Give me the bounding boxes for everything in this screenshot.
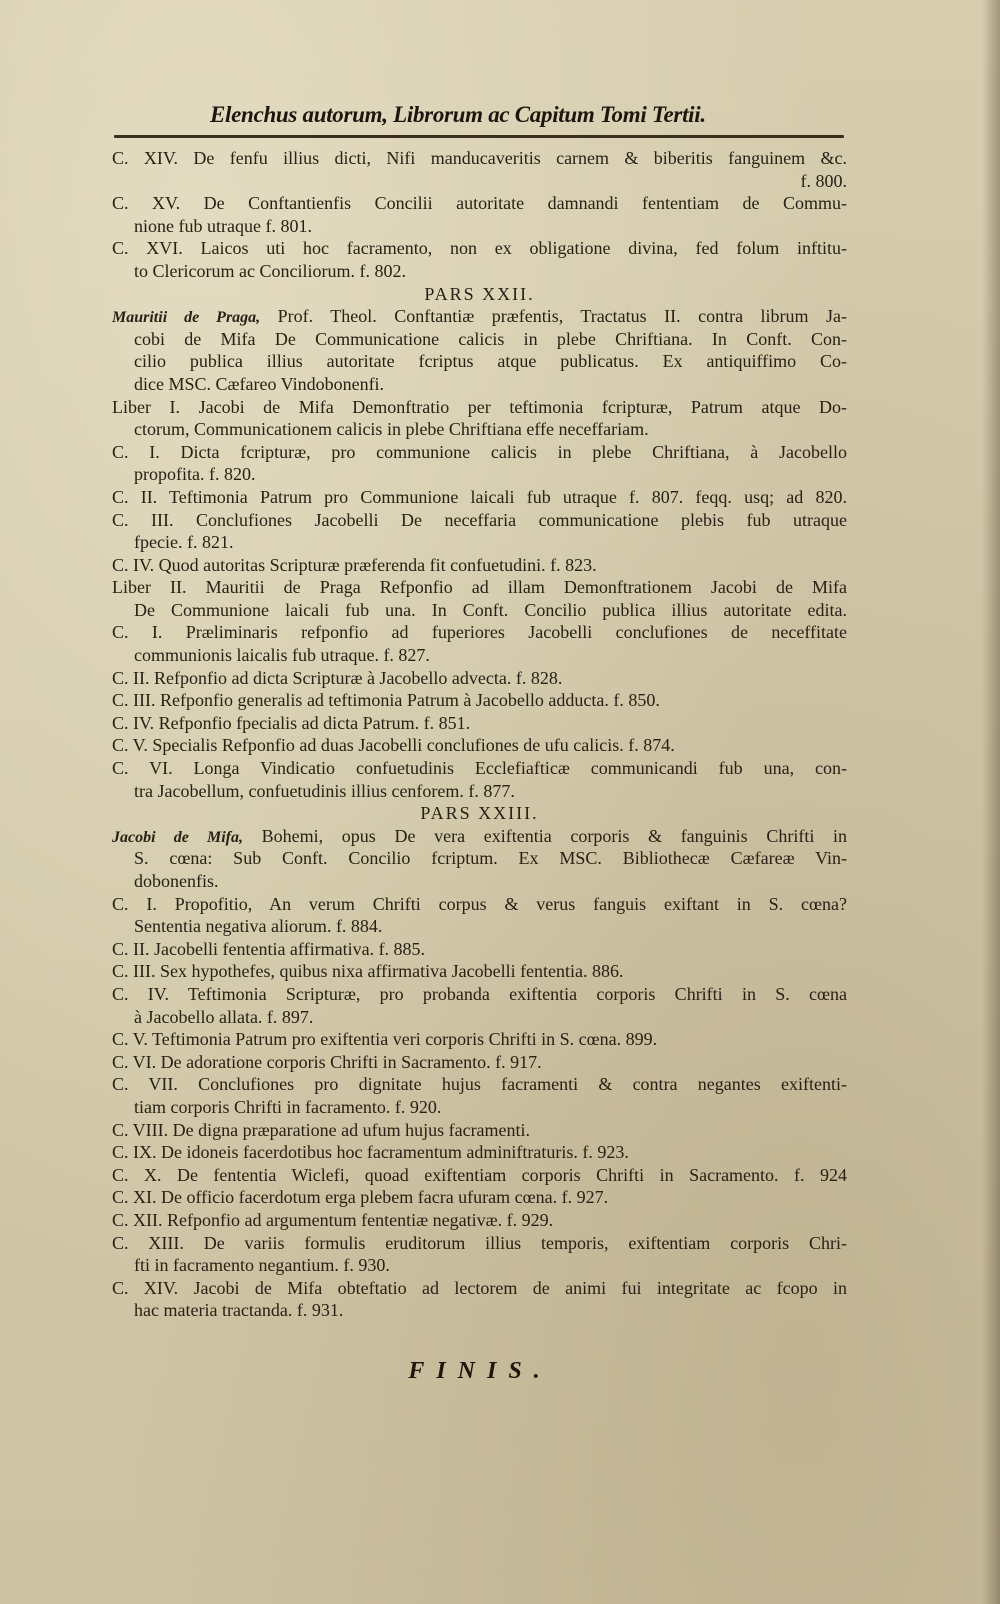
line-text: hac materia tractanda. f. 931. [134,1300,344,1321]
index-line [112,576,847,599]
index-line [112,734,847,757]
index-line [112,215,847,238]
index-line [112,644,847,667]
line-text: tra Jacobellum, confuetudinis illius cenforem. f. 877. [134,780,515,801]
line-text: Liber II. Mauritii de Praga Refponfio ad illam Demonftrationem Jacobi de Mifa [112,577,847,598]
index-line [112,486,847,509]
line-text: C. X. De fententia Wiclefi, quoad exiftentiam corporis Chrifti in Sacramento. f. 924 [112,1164,847,1185]
index-line [112,1232,847,1255]
index-line [112,373,847,396]
line-text: C. XVI. Laicos uti hoc facramento, non ex obligatione divina, fed folum inftitu- [112,238,847,259]
index-line [112,1073,847,1096]
line-text: C. I. Præliminaris refponfio ad fuperiores Jacobelli conclufiones de neceffitate [112,622,847,643]
section-heading [112,283,847,306]
author-name: Mauritii de Praga, [112,309,261,327]
line-text: C. V. Teftimonia Patrum pro exiftentia veri corporis Chrifti in S. cœna. 899. [112,1029,658,1050]
line-text: C. XI. De officio facerdotum erga plebem facra ufuram cœna. f. 927. [112,1187,609,1208]
line-text: dobonenfis. [134,871,219,891]
index-line [112,667,847,690]
index-line [112,328,847,351]
line-text: C. XII. Refponfio ad argumentum fententiæ negativæ. f. 929. [112,1209,554,1230]
line-text: C. XIV. De fenfu illius dicti, Nifi manducaveritis carnem & biberitis fanguinem &c. [112,148,847,168]
page-edge-shadow [982,0,1000,1604]
line-text: C. II. Refponfio ad dicta Scripturæ à Jacobello advecta. f. 828. [112,667,563,688]
line-text: PARS XXIII. [420,803,539,824]
index-line [112,554,847,577]
index-line [112,938,847,961]
index-line [112,1028,847,1051]
running-header: Elenchus autorum, Librorum ac Capitum Tomi Tertii. [210,102,706,127]
line-text: Sententia negativa aliorum. f. 884. [134,916,383,937]
index-line [112,1209,847,1232]
line-text: De Communione laicali fub una. In Conft. Concilio publica illius autoritate edita. [134,599,847,620]
index-line [112,1119,847,1142]
line-text: C. IV. Teftimonia Scripturæ, pro probanda exiftentia corporis Chrifti in S. cœna [112,983,847,1004]
line-text: PARS XXII. [424,283,535,304]
line-text: C. VI. De adoratione corporis Chrifti in Sacramento. f. 917. [112,1051,542,1072]
line-text: C. XIII. De variis formulis eruditorum illius temporis, exiftentiam corporis Chri- [112,1232,847,1253]
index-line [112,757,847,780]
index-line [112,712,847,735]
index-line [112,599,847,622]
index-line [112,915,847,938]
index-line [112,509,847,532]
line-text: C. III. Sex hypothefes, quibus nixa affirmativa Jacobelli fententia. 886. [112,961,624,982]
index-line [112,1096,847,1119]
index-line [112,396,847,419]
header-rule [114,135,844,138]
line-text: C. XV. De Conftantienfis Concilii autoritate damnandi fententiam de Commu- [112,193,847,214]
index-line [112,350,847,373]
author-name: Jacobi de Mifa, [112,828,243,846]
line-text: C. I. Dicta fcripturæ, pro communione calicis in plebe Chriftiana, à Jacobello [112,441,847,462]
line-text: cilio publica illius autoritate fcriptus atque publicatus. Ex antiquiffimo Co- [134,351,847,372]
index-line [112,1186,847,1209]
index-line [112,192,847,215]
line-text: fpecie. f. 821. [134,532,234,553]
line-text: C. VIII. De digna præparatione ad ufum hujus facramenti. [112,1119,531,1140]
index-line [112,1277,847,1300]
line-text: à Jacobello allata. f. 897. [134,1006,314,1027]
line-text: Prof. Theol. Conftantiæ præfentis, Tractatus II. contra librum Ja- [260,306,847,327]
index-line [112,1299,847,1322]
index-line [112,870,847,893]
line-text: C. III. Conclufiones Jacobelli De neceffaria communicatione plebis fub utraque [112,509,847,530]
index-line [112,960,847,983]
index-text [112,147,847,1322]
line-text: Bohemi, opus De vera exiftentia corporis & fanguinis Chrifti in [242,825,847,846]
index-line [112,147,847,170]
finis-mark: FINIS. [408,1358,552,1384]
index-line [112,825,847,848]
line-text: cobi de Mifa De Communicatione calicis in plebe Chriftiana. In Conft. Con- [134,328,847,349]
index-line [112,893,847,916]
index-line [112,1254,847,1277]
line-text: S. cœna: Sub Conft. Concilio fcriptum. Ex MSC. Bibliothecæ Cæfareæ Vin- [134,848,847,869]
line-text: ctorum, Communicationem calicis in plebe Chriftiana effe neceffariam. [134,419,649,440]
line-text: C. XIV. Jacobi de Mifa obteftatio ad lectorem de animi fui integritate ac fcopo in [112,1277,847,1298]
line-text: C. VII. Conclufiones pro dignitate hujus facramenti & contra negantes exiftenti- [112,1074,847,1095]
line-text: fti in facramento negantium. f. 930. [134,1255,390,1276]
index-line [112,1051,847,1074]
index-line [112,983,847,1006]
line-text: C. IV. Quod autoritas Scripturæ præferenda fit confuetudini. f. 823. [112,554,597,575]
line-text: C. IX. De idoneis facerdotibus hoc facramentum adminiftraturis. f. 923. [112,1142,629,1163]
index-line [112,621,847,644]
line-text: C. IV. Refponfio fpecialis ad dicta Patrum. f. 851. [112,712,471,733]
line-text: C. VI. Longa Vindicatio confuetudinis Ecclefiafticæ communicandi fub una, con- [112,758,847,779]
line-text: C. I. Propofitio, An verum Chrifti corpus & verus fanguis exiftant in S. cœna? [112,893,847,914]
line-text: nione fub utraque f. 801. [134,215,312,236]
line-text: C. II. Teftimonia Patrum pro Communione laicali fub utraque f. 807. feqq. usq; ad 820. [112,486,847,507]
line-text: Liber I. Jacobi de Mifa Demonftratio per teftimonia fcripturæ, Patrum atque Do- [112,396,847,417]
line-text: tiam corporis Chrifti in facramento. f. 920. [134,1096,442,1117]
index-line [112,418,847,441]
line-text: dice MSC. Cæfareo Vindobonenfi. [134,373,385,394]
index-line [112,531,847,554]
line-text: to Clericorum ac Conciliorum. f. 802. [134,260,406,281]
line-text: communionis laicalis fub utraque. f. 827. [134,645,430,666]
index-line [112,1164,847,1187]
line-text: C. V. Specialis Refponfio ad duas Jacobelli conclufiones de ufu calicis. f. 874. [112,735,675,756]
line-text: f. 800. [800,170,847,191]
index-line [112,305,847,328]
index-line [112,689,847,712]
section-heading [112,802,847,825]
index-line [112,441,847,464]
index-line [112,780,847,803]
line-text: propofita. f. 820. [134,464,256,485]
index-line [112,170,847,193]
index-line [112,847,847,870]
index-line [112,1006,847,1029]
index-line [112,237,847,260]
line-text: C. III. Refponfio generalis ad teftimonia Patrum à Jacobello adducta. f. 850. [112,690,660,711]
index-line [112,260,847,283]
index-line [112,463,847,486]
index-line [112,1141,847,1164]
line-text: C. II. Jacobelli fententia affirmativa. f. 885. [112,938,426,959]
